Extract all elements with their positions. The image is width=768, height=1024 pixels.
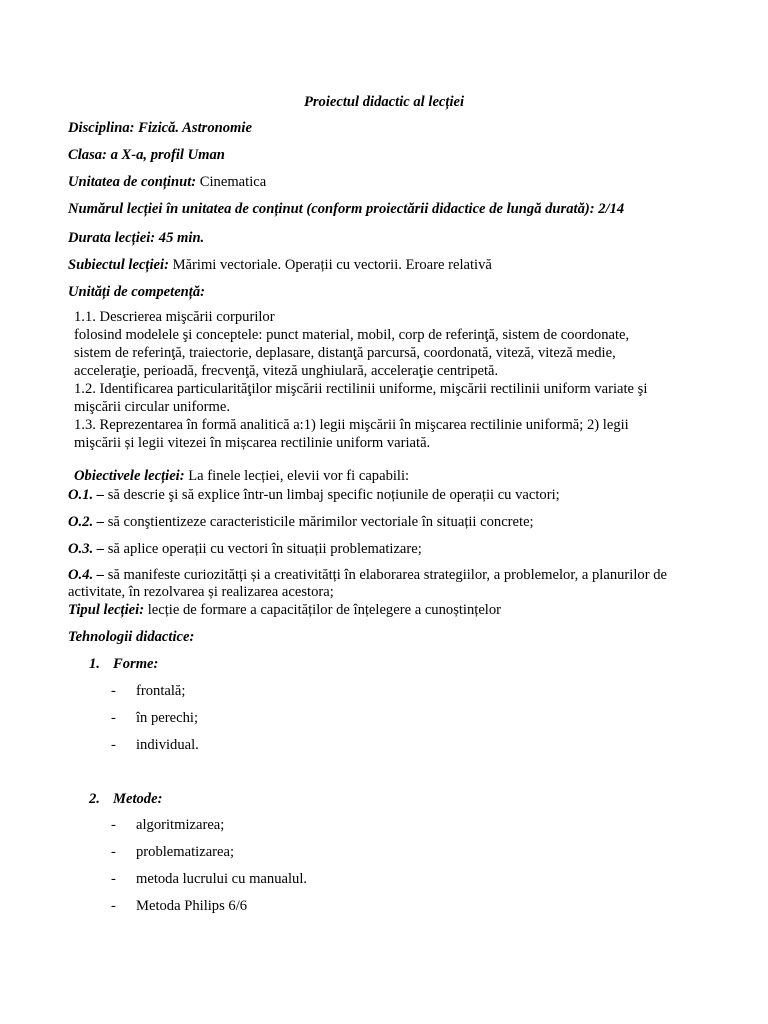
competence-line: folosind modelele şi conceptele: punct material, mobil, corp de referinţă, sistem de coordonate, — [74, 327, 630, 343]
bullet-dash: - — [111, 844, 116, 860]
objectives-label: Obiectivele lecției: — [74, 468, 185, 484]
bullet-dash: - — [111, 710, 116, 726]
duration-line: Durata lecției: 45 min. — [68, 230, 205, 246]
document-title: Proiectul didactic al lecției — [303, 94, 465, 110]
objective-text: să aplice operații cu vectori în situații problematizare; — [104, 541, 422, 557]
competence-line: 1.2. Identificarea particularităţilor mişcării rectilinii uniforme, mişcării rectilinii uniform variate şi — [74, 381, 648, 397]
objective-item — [68, 567, 708, 601]
section-number: 1. — [89, 656, 100, 672]
competence-line: 1.1. Descrierea mişcării corpurilor — [74, 309, 275, 325]
objective-text: să manifeste curiozitătți și a creativitătți în elaborarea strategiilor, a problemelor, a planurilor de activitate, în rezolvarea și realizarea acestora; — [68, 567, 667, 600]
competence-line: 1.3. Reprezentarea în formă analitică a:1) legii mişcării în mişcarea rectilinie uniformă; 2) legii — [74, 417, 629, 433]
objective-text: să descrie şi să explice într-un limbaj specific noțiunile de operații cu vactori; — [104, 487, 560, 503]
objectives-intro: La finele lecției, elevii vor fi capabili: — [184, 468, 410, 484]
list-item: algoritmizarea; — [136, 817, 225, 833]
technologies-heading: Tehnologii didactice: — [68, 629, 195, 645]
list-item: individual. — [136, 737, 199, 753]
objectives-heading — [74, 468, 409, 485]
bullet-dash: - — [111, 898, 116, 914]
subject-line — [68, 257, 492, 274]
subject-label: Subiectul lecției: — [68, 257, 169, 273]
objective-code: O.4. – — [68, 567, 105, 583]
objective-item — [68, 487, 708, 504]
unit-value: Cinematica — [196, 174, 267, 190]
competences-heading: Unități de competență: — [68, 284, 206, 300]
unit-line — [68, 174, 266, 191]
objective-code: O.2. – — [68, 514, 105, 530]
competence-line: mişcării și legii vitezei în mișcarea rectilinie uniform variată. — [74, 435, 431, 451]
objective-text: să conştientizeze caracteristicile mărimilor vectoriale în situații concrete; — [104, 514, 534, 530]
objective-code: O.1. – — [68, 487, 105, 503]
competence-line: sistem de referinţă, traiectorie, deplasare, distanţă parcursă, coordonată, viteză, viteză medie, — [74, 345, 616, 361]
list-item: frontală; — [136, 683, 186, 699]
bullet-dash: - — [111, 683, 116, 699]
section-number: 2. — [89, 791, 100, 807]
unit-label: Unitatea de conținut: — [68, 174, 197, 190]
bullet-dash: - — [111, 871, 116, 887]
section-title-forms: Forme: — [113, 656, 159, 672]
class-line: Clasa: a X-a, profil Uman — [68, 147, 225, 163]
list-item: Metoda Philips 6/6 — [136, 898, 248, 914]
competence-line: acceleraţie, perioadă, frecvenţă, viteză unghiulară, acceleraţie centripetă. — [74, 363, 499, 379]
objective-item — [68, 514, 708, 531]
objective-item — [68, 541, 708, 558]
discipline-line: Disciplina: Fizică. Astronomie — [68, 120, 252, 136]
lesson-type-label: Tipul lecției: — [68, 602, 145, 618]
subject-value: Mărimi vectoriale. Operații cu vectorii. Eroare relativă — [168, 257, 492, 273]
lesson-type-line — [68, 602, 501, 619]
bullet-dash: - — [111, 817, 116, 833]
competence-line: mişcării circular uniforme. — [74, 399, 231, 415]
list-item: în perechi; — [136, 710, 198, 726]
list-item: metoda lucrului cu manualul. — [136, 871, 308, 887]
lesson-type-value: lecție de formare a capacităților de înțelegere a cunoștințelor — [144, 602, 502, 618]
bullet-dash: - — [111, 737, 116, 753]
objective-code: O.3. – — [68, 541, 105, 557]
section-title-methods: Metode: — [113, 791, 163, 807]
list-item: problematizarea; — [136, 844, 235, 860]
lesson-number-line: Numărul lecției în unitatea de conținut (conform proiectării didactice de lungă durată): 2/14 — [68, 201, 625, 217]
